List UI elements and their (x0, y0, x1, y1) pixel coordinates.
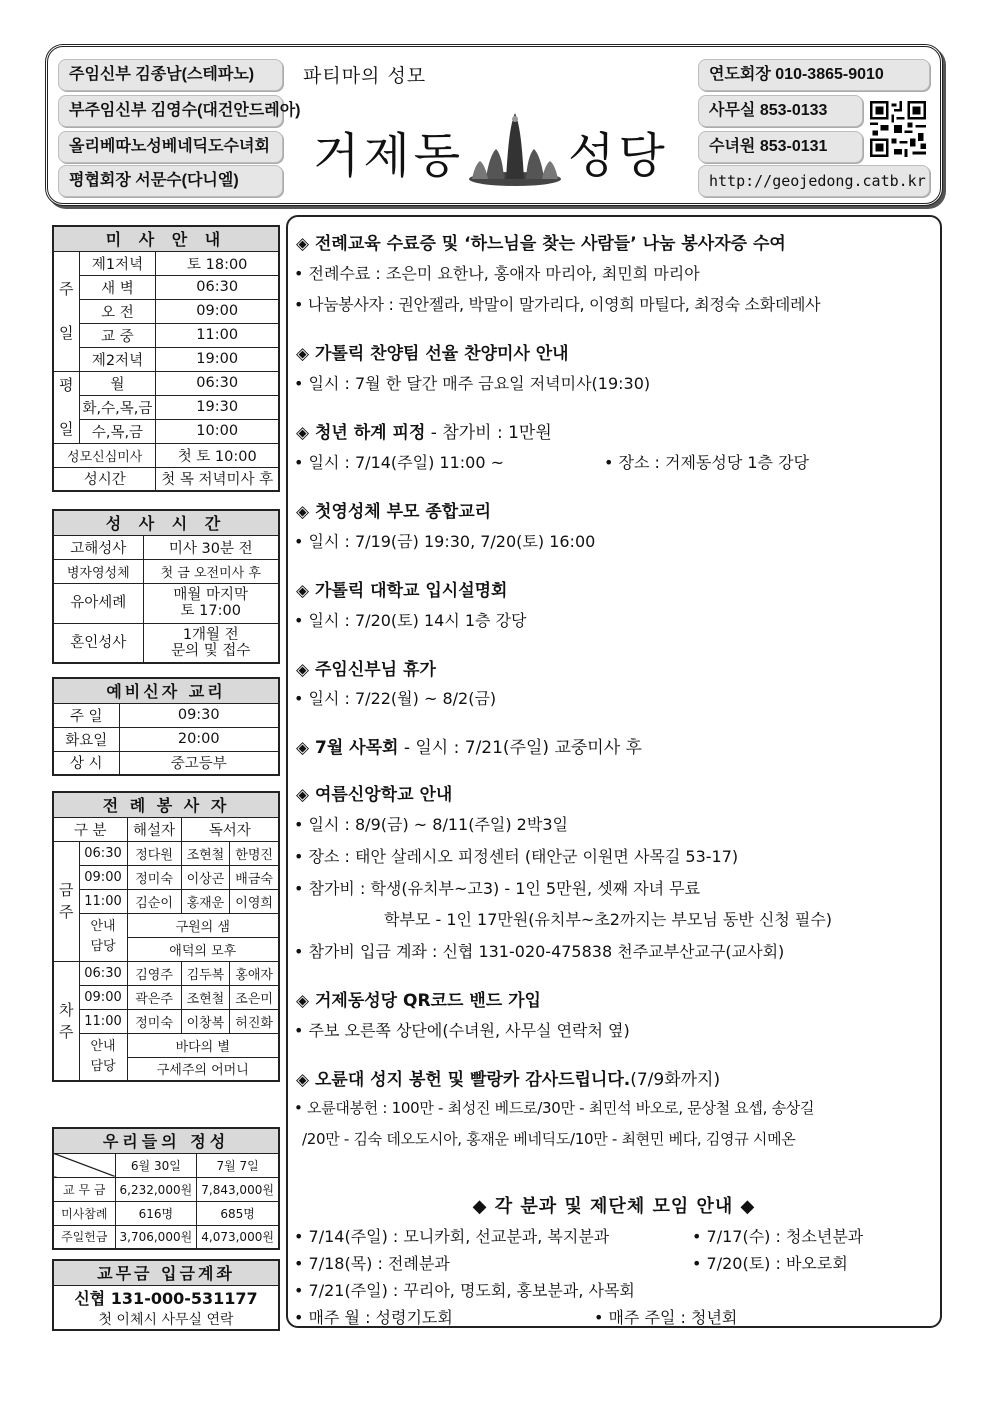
holy-hour-label: 성시간 (53, 467, 156, 491)
notice-title: ◈ 주임신부님 휴가 (296, 660, 436, 680)
servers-table (52, 791, 280, 1082)
server-time: 06:30 (79, 841, 127, 865)
sacrament-name: 혼인성사 (53, 623, 143, 663)
gathering-item: • 7/17(수) : 청소년분과 (692, 1227, 864, 1246)
server-time: 09:00 (79, 985, 127, 1009)
server-name: 이상곤 (181, 865, 230, 889)
notice-title: ◈ 청년 하계 피정 - 참가비 : 1만원 (296, 423, 552, 443)
notice-line: • 일시 : 7/20(토) 14시 1층 강당 (294, 611, 527, 630)
offering-value: 3,706,000원 (115, 1225, 197, 1249)
mass-time: 19:00 (156, 347, 279, 371)
notice-title: ◈ 첫영성체 부모 종합교리 (296, 502, 492, 522)
notice-title: ◈ 전례교육 수료증 및 ‘하느님을 찾는 사람들’ 나눔 봉사자증 수여 (296, 234, 786, 254)
next-week-label: 차 주 (53, 961, 79, 1081)
notice-line: • 참가비 입금 계좌 : 신협 131-020-475838 천주교부산교구(교사회) (294, 942, 785, 961)
sacraments-table (52, 509, 280, 664)
mass-name: 제2저녁 (79, 347, 156, 371)
server-name: 조은미 (230, 985, 279, 1009)
mass-time: 06:30 (156, 371, 279, 395)
server-name: 이영희 (230, 889, 279, 913)
mass-time: 10:00 (156, 419, 279, 443)
mass-name: 수,목,금 (79, 419, 156, 443)
notice-title: ◈ 가톨릭 찬양팀 선율 찬양미사 안내 (296, 344, 569, 364)
qr-code-icon (870, 101, 926, 157)
gathering-item: • 7/18(목) : 전례분과 (294, 1254, 450, 1273)
church-title-left: 거제동 (313, 128, 465, 184)
notice-line: • 전례수료 : 조은미 요한나, 홍애자 마리아, 최민희 마리아 (294, 264, 700, 283)
server-name: 김영주 (127, 961, 181, 985)
mass-name: 제1저녁 (79, 251, 156, 275)
offering-date: 6월 30일 (115, 1153, 197, 1177)
offering-label: 교 무 금 (53, 1177, 115, 1201)
notice-line: • 주보 오른쪽 상단에(수녀원, 사무실 연락처 옆) (294, 1021, 630, 1040)
mass-name: 교 중 (79, 323, 156, 347)
guide-group: 바다의 별 (127, 1033, 279, 1057)
mass-name: 화,수,목,금 (79, 395, 156, 419)
server-name: 조현철 (181, 841, 230, 865)
weekday-label: 평 일 (53, 371, 79, 443)
sacrament-time: 1개월 전 문의 및 접수 (143, 623, 279, 663)
gathering-item: • 7/14(주일) : 모니카회, 선교분과, 복지분과 (294, 1227, 610, 1246)
notice-title: ◈ 여름신앙학교 안내 (296, 785, 453, 805)
server-name: 김두복 (181, 961, 230, 985)
offering-value: 685명 (197, 1201, 279, 1225)
sacrament-time: 매월 마지막 토 17:00 (143, 583, 279, 623)
class-day: 상 시 (53, 751, 119, 775)
mass-name: 오 전 (79, 299, 156, 323)
offering-value: 616명 (115, 1201, 197, 1225)
gatherings-title: ◆ 각 분과 및 제단체 모임 안내 ◆ (472, 1196, 756, 1217)
funeral-president-pill: 연도회장 010-3865-9010 (698, 59, 930, 91)
mass-time: 토 18:00 (156, 251, 279, 275)
this-week-label: 금 주 (53, 841, 79, 961)
notice-line: • 나눔봉사자 : 권안젤라, 박말이 말가리다, 이영희 마틸다, 최정숙 소화데레사 (294, 295, 821, 314)
notices-box (286, 215, 942, 1328)
sacrament-time: 첫 금 오전미사 후 (143, 559, 279, 583)
servers-title: 전 례 봉 사 자 (53, 792, 279, 817)
servers-header-reader: 독서자 (181, 817, 279, 841)
notice-title: ◈ 거제동성당 QR코드 밴드 가입 (296, 991, 541, 1011)
server-name: 김순이 (127, 889, 181, 913)
sacrament-name: 병자영성체 (53, 559, 143, 583)
gathering-item: • 7/20(토) : 바오로회 (692, 1254, 848, 1273)
account-table (52, 1259, 280, 1331)
mass-time: 19:30 (156, 395, 279, 419)
offerings-corner (53, 1153, 115, 1177)
convent-phone-pill: 수녀원 853-0131 (698, 131, 863, 163)
server-name: 조현철 (181, 985, 230, 1009)
server-time: 06:30 (79, 961, 127, 985)
server-name: 허진화 (230, 1009, 279, 1033)
offerings-title: 우리들의 정성 (53, 1128, 279, 1153)
sisters-pill: 올리베따노성베네딕도수녀회 (58, 131, 283, 163)
notice-title: ◈ 오륜대 성지 봉헌 및 빨랑카 감사드립니다.(7/9화까지) (296, 1070, 721, 1090)
church-logo-icon (466, 105, 564, 187)
guide-group: 구세주의 어머니 (127, 1057, 279, 1081)
server-name: 배금숙 (230, 865, 279, 889)
servers-header-commentator: 해설자 (127, 817, 181, 841)
council-president-pill: 평협회장 서문수(다니엘) (58, 165, 283, 197)
class-time: 20:00 (119, 727, 279, 751)
notice-line: • 일시 : 7/22(월) ~ 8/2(금) (294, 689, 497, 708)
server-name: 곽은주 (127, 985, 181, 1009)
class-day: 주 일 (53, 703, 119, 727)
gathering-item: • 매주 주일 : 청년회 (594, 1308, 738, 1327)
notice-title: ◈ 가톨릭 대학교 입시설명회 (296, 581, 508, 601)
account-note: 첫 이체시 사무실 연락 (98, 1312, 234, 1328)
notice-line: • 참가비 : 학생(유치부~고3) - 1인 5만원, 셋째 자녀 무료 (294, 879, 701, 898)
class-time: 중고등부 (119, 751, 279, 775)
mass-name: 새 벽 (79, 275, 156, 299)
assistant-pastor-pill: 부주임신부 김영수(대건안드레아) (58, 95, 283, 127)
server-name: 이창복 (181, 1009, 230, 1033)
marian-mass-time: 첫 토 10:00 (156, 443, 279, 467)
mass-time: 06:30 (156, 275, 279, 299)
mass-time: 11:00 (156, 323, 279, 347)
guide-group: 애덕의 모후 (127, 937, 279, 961)
servers-header-category: 구 분 (53, 817, 127, 841)
notice-line: • 장소 : 태안 살레시오 피정센터 (태안군 이원면 사목길 53-17) (294, 847, 739, 866)
server-name: 정미숙 (127, 1009, 181, 1033)
offerings-table (52, 1127, 280, 1250)
server-name: 홍애자 (230, 961, 279, 985)
marian-mass-label: 성모신심미사 (53, 443, 156, 467)
sacrament-name: 고해성사 (53, 535, 143, 559)
guide-group: 구원의 샘 (127, 913, 279, 937)
notice-title: ◈ 7월 사목회 - 일시 : 7/21(주일) 교중미사 후 (296, 738, 642, 758)
guide-label: 안내 담당 (79, 913, 127, 961)
server-name: 한명진 (230, 841, 279, 865)
class-time: 09:30 (119, 703, 279, 727)
offering-value: 4,073,000원 (197, 1225, 279, 1249)
website-link[interactable]: http://geojedong.catb.kr (698, 165, 930, 197)
notice-line: • 일시 : 7/14(주일) 11:00 ~ (294, 453, 505, 472)
offering-label: 주일헌금 (53, 1225, 115, 1249)
mass-time: 09:00 (156, 299, 279, 323)
notice-line: • 장소 : 거제동성당 1층 강당 (604, 453, 809, 472)
catechumen-table (52, 677, 280, 776)
catechumen-title: 예비신자 교리 (53, 678, 279, 703)
gathering-item: • 매주 월 : 성령기도회 (294, 1308, 453, 1327)
server-name: 정다원 (127, 841, 181, 865)
sunday-label: 주 일 (53, 251, 79, 371)
class-day: 화요일 (53, 727, 119, 751)
account-number: 신협 131-000-531177 (74, 1288, 258, 1308)
offering-value: 7,843,000원 (197, 1177, 279, 1201)
offering-value: 6,232,000원 (115, 1177, 197, 1201)
sacrament-name: 유아세례 (53, 583, 143, 623)
notice-line: • 오륜대봉헌 : 100만 - 최성진 베드로/30만 - 최민석 바오로, 문상철 요셉, 송상길 (294, 1099, 815, 1117)
mass-schedule-table (52, 225, 280, 492)
notice-line: • 일시 : 7월 한 달간 매주 금요일 저녁미사(19:30) (294, 374, 651, 393)
notice-line: • 일시 : 8/9(금) ~ 8/11(주일) 2박3일 (294, 815, 568, 834)
sacrament-time: 미사 30분 전 (143, 535, 279, 559)
offering-date: 7월 7일 (197, 1153, 279, 1177)
notice-line: 학부모 - 1인 17만원(유치부~초2까지는 부모님 동반 신청 필수) (384, 910, 833, 929)
server-time: 09:00 (79, 865, 127, 889)
server-time: 11:00 (79, 889, 127, 913)
holy-hour-time: 첫 목 저녁미사 후 (156, 467, 279, 491)
gathering-item: • 7/21(주일) : 꾸리아, 명도회, 홍보분과, 사목회 (294, 1281, 635, 1300)
patron-subtitle: 파티마의 성모 (303, 65, 427, 87)
sacraments-title: 성 사 시 간 (53, 510, 279, 535)
church-title-right: 성당 (568, 128, 669, 184)
account-title: 교무금 입금계좌 (53, 1260, 279, 1285)
mass-name: 월 (79, 371, 156, 395)
pastor-pill: 주임신부 김종남(스테파노) (58, 59, 283, 91)
mass-schedule-title: 미 사 안 내 (53, 226, 279, 251)
server-name: 홍재운 (181, 889, 230, 913)
bulletin-header (45, 44, 943, 206)
server-name: 정미숙 (127, 865, 181, 889)
offering-label: 미사참례 (53, 1201, 115, 1225)
notice-line: /20만 - 김숙 데오도시아, 홍재운 베네딕도/10만 - 최현민 베다, 김영규 시메온 (302, 1130, 796, 1148)
notice-line: • 일시 : 7/19(금) 19:30, 7/20(토) 16:00 (294, 532, 596, 551)
office-phone-pill: 사무실 853-0133 (698, 95, 863, 127)
guide-label: 안내 담당 (79, 1033, 127, 1081)
server-time: 11:00 (79, 1009, 127, 1033)
